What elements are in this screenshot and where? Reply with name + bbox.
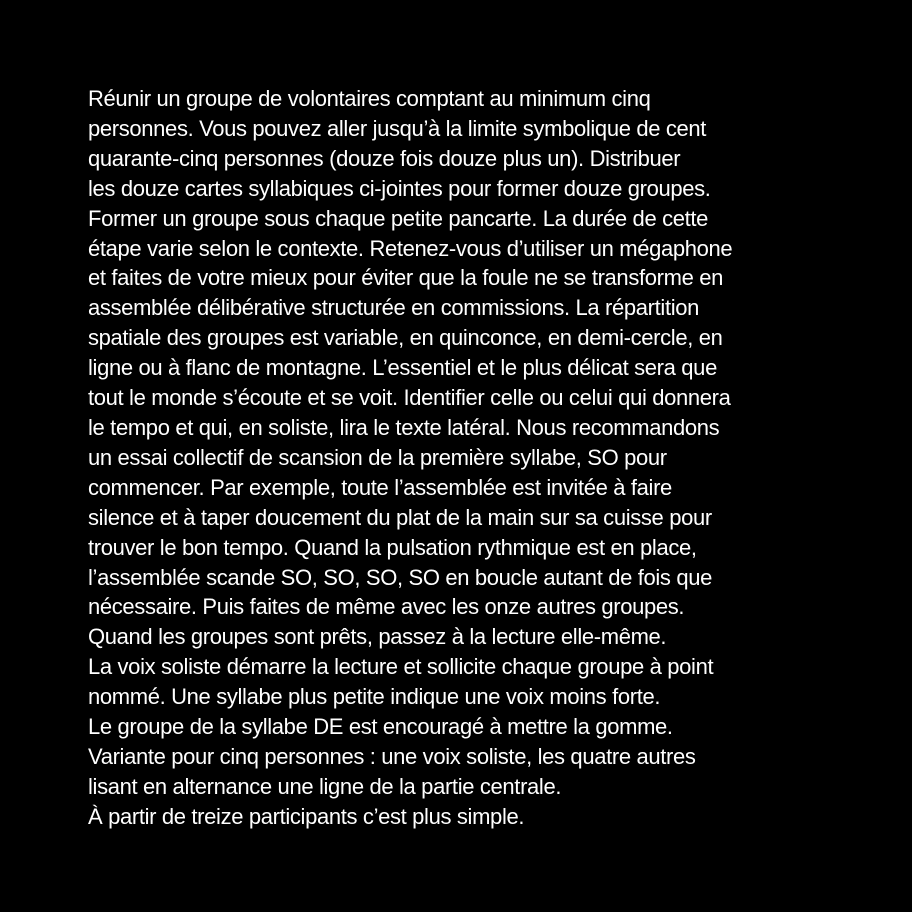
text-line: Variante pour cinq personnes : une voix soliste, les quatre autres [88,743,696,769]
text-line: Quand les groupes sont prêts, passez à la lecture elle-même. [88,624,667,650]
text-line: silence et à taper doucement du plat de la main sur sa cuisse pour [88,504,712,530]
text-line: trouver le bon tempo. Quand la pulsation rythmique est en place, [88,534,697,560]
text-line: personnes. Vous pouvez aller jusqu’à la limite symbolique de cent [88,115,707,141]
text-line: un essai collectif de scansion de la première syllabe, SO pour [88,444,667,470]
text-line: Le groupe de la syllabe DE est encouragé à mettre la gomme. [88,714,673,740]
text-line: Réunir un groupe de volontaires comptant au minimum cinq [88,86,651,111]
text-line: spatiale des groupes est variable, en quinconce, en demi-cercle, en [88,325,723,351]
instructions-text [88,84,888,832]
text-line: l’assemblée scande SO, SO, SO, SO en boucle autant de fois que [88,564,713,590]
text-line: et faites de votre mieux pour éviter que la foule ne se transforme en [88,265,723,291]
text-line: tout le monde s’écoute et se voit. Identifier celle ou celui qui donnera [88,385,731,411]
text-line: le tempo et qui, en soliste, lira le texte latéral. Nous recommandons [88,414,720,440]
text-line: lisant en alternance une ligne de la partie centrale. [88,773,562,799]
text-line: quarante-cinq personnes (douze fois douze plus un). Distribuer [88,145,681,171]
text-line: À partir de treize participants c’est plus simple. [88,803,525,829]
text-line: La voix soliste démarre la lecture et sollicite chaque groupe à point [88,654,714,680]
text-line: étape varie selon le contexte. Retenez-vous d’utiliser un mégaphone [88,235,733,261]
text-line: Former un groupe sous chaque petite pancarte. La durée de cette [88,205,709,231]
text-line: nécessaire. Puis faites de même avec les onze autres groupes. [88,594,685,620]
text-line: les douze cartes syllabiques ci-jointes pour former douze groupes. [88,175,711,201]
text-line: assemblée délibérative structurée en commissions. La répartition [88,295,700,321]
text-line: ligne ou à flanc de montagne. L’essentiel et le plus délicat sera que [88,355,717,381]
text-line: nommé. Une syllabe plus petite indique une voix moins forte. [88,684,661,710]
text-line: commencer. Par exemple, toute l’assemblée est invitée à faire [88,474,672,500]
